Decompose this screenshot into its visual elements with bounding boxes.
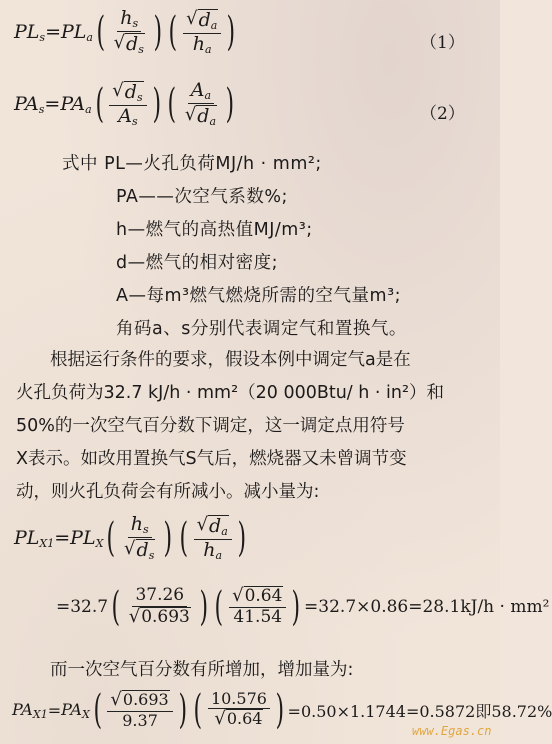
paragraph-1-line-5: 动，则火孔负荷会有所减小。减小量为: — [16, 482, 320, 502]
paragraph-2: 而一次空气百分数有所增加，增加量为: — [50, 660, 354, 680]
eq4-fraction-1: 37.26 √ 0.693 — [128, 585, 190, 627]
equation-1-number: （1） — [420, 33, 465, 53]
definition-subscripts: 角码a、s分别代表调定气和置换气。 — [116, 319, 407, 339]
eq2-fraction-2: $A_a$ √ $d_a$ — [184, 79, 217, 128]
equation-4: =32.7 ( 37.26 √ 0.693 ) ( √ 0.64 41.54 ) =32.7×0.86=28.1kJ/h · mm² — [56, 583, 550, 630]
definition-pl: 式中 PL—火孔负荷MJ/h · mm²; — [62, 154, 322, 174]
equation-1: $PL_s$ = $PL_a$ ( $h_s$ √ $d_s$ ) ( √ $d_a$ $h_a$ ) — [14, 7, 236, 56]
eq1-fraction-1: $h_s$ √ $d_s$ — [113, 7, 144, 56]
eq2-fraction-1: √ $d_s$ $A_s$ — [109, 80, 146, 128]
eq3-fraction-2: √ $d_a$ $h_a$ — [194, 514, 232, 562]
eq3-fraction-1: $h_s$ √ $d_s$ — [124, 513, 155, 562]
paragraph-1-line-3: 50%的一次空气百分数下调定，这一调定点用符号 — [16, 416, 405, 436]
eq5-fraction-1: √ 0.693 9.37 — [107, 690, 172, 730]
equation-5: $PA_{X1}$ = $PA_X$ ( √ 0.693 9.37 ) ( 10.576 √ 0.64 ) =0.50×1.1744=0.5872即58.72% — [12, 687, 552, 734]
equation-2-number: （2） — [420, 104, 465, 124]
paragraph-1-line-1: 根据运行条件的要求，假设本例中调定气a是在 — [50, 350, 411, 370]
eq1-fraction-2: √ $d_a$ $h_a$ — [183, 8, 221, 56]
eq4-prefix: =32.7 — [56, 596, 109, 617]
eq5-result: =0.50×1.1744=0.5872即58.72% — [287, 701, 552, 721]
eq4-result: =32.7×0.86=28.1kJ/h · mm² — [304, 596, 550, 617]
equation-2: $PA_s$ = $PA_a$ ( √ $d_s$ $A_s$ ) ( $A_a$ √ $d_a$ ) — [14, 79, 235, 128]
definition-h: h—燃气的高热值MJ/m³; — [116, 220, 313, 240]
definition-pa: PA——次空气系数%; — [116, 187, 288, 207]
eq1-lhs: PL — [14, 20, 40, 43]
definition-d: d—燃气的相对密度; — [116, 253, 279, 273]
paragraph-1-line-4: X表示。如改用置换气S气后，燃烧器又未曾调节变 — [16, 449, 407, 469]
eq5-fraction-2: 10.576 √ 0.64 — [208, 690, 270, 730]
equation-3: $PL_{X1}$ = $PL_X$ ( $h_s$ √ $d_s$ ) ( √ $d_a$ $h_a$ ) — [14, 513, 246, 562]
eq4-fraction-2: √ 0.64 41.54 — [229, 586, 286, 627]
paragraph-1-line-2: 火孔负荷为32.7 kJ/h · mm²（20 000Btu/ h · in²）和 — [16, 383, 445, 403]
definition-a: A—每m³燃气燃烧所需的空气量m³; — [116, 286, 401, 306]
watermark: www.Egas.cn — [412, 724, 492, 738]
paragraph-1 — [16, 344, 444, 509]
